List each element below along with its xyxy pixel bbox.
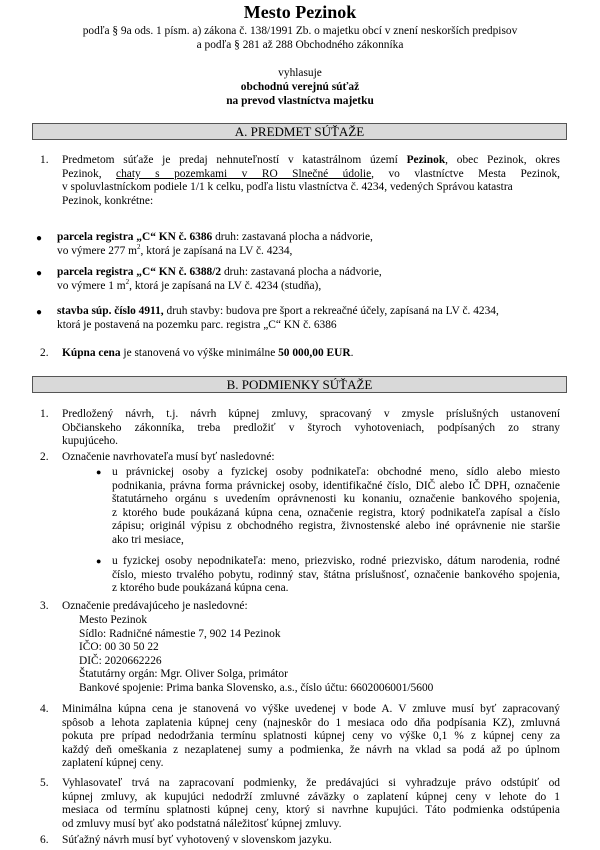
building-4911-item: stavba súp. číslo 4911, druh stavby: budova pre šport a rekreačné účely, zapísaná na LV č. 4234, ktorá je postavená na pozemku parc. registra „C“ KN č. 6386 (57, 305, 499, 331)
section-b-item2-intro: Označenie navrhovateľa musí byť nasledovné: (62, 451, 275, 463)
bullet-dot-icon: ● (96, 467, 102, 477)
section-b-item1-number: 1. (40, 408, 49, 420)
natural-person-requirements: u fyzickej osoby nepodnikateľa: meno, priezvisko, rodné priezvisko, dátum narodenia, rodné číslo, miesto trvalého pobytu, rodinný stav, štátna príslušnosť, označenie bankového spojenia, z ktorého bude poukázaná kúpna cena. (112, 555, 560, 595)
section-b-item1-text: Predložený návrh, t.j. návrh kúpnej zmluvy, spracovaný v zmysle príslušných ustanovení Občianskeho zákonníka, treba predložiť v štyroch vyhotoveniach, podpísaných zo strany kupujúceho. (62, 408, 560, 448)
bullet-dot-icon: ● (96, 556, 102, 566)
section-b-item4-text: Minimálna kúpna cena je stanovená vo výške uvedenej v bode A. V zmluve musí byť zapracovaný spôsob a lehota zaplatenia kúpnej ceny (najneskôr do 1 mesiaca odo dňa podpísania KZ), zmluvná pokuta pre prípad nedodržania termínu splatnosti kúpnej ceny vo výške 0,1 % z kúpnej ceny za každý deň omeškania z nezaplatenej sumy a podmienka, že návrh na vklad sa podá až po úplnom zaplatení kúpnej ceny. (62, 703, 560, 770)
section-b-item4-number: 4. (40, 703, 49, 715)
bullet-dot-icon: ● (36, 307, 43, 318)
parcel-6386-item: parcela registra „C“ KN č. 6386 druh: zastavaná plocha a nádvorie, vo výmere 277 $m^2$, ktorá je zapísaná na LV č. 4234, (57, 231, 373, 257)
section-b-item5-text: Vyhlasovateľ trvá na zapracovaní podmienky, že predávajúci si vyhradzuje právo odstúpiť od kúpnej zmluvy, ak kupujúci nedodrží zmluvné záväzky o zaplatení kúpnej ceny v lehote do 1 mesiaca od termínu splatnosti kúpnej ceny, ktorý si navrhne kupujúci. Táto podmienka odstúpenia od zmluvy musí byť ako podstatná náležitosť kúpnej zmluvy. (62, 777, 560, 830)
contest-type-line-1: obchodnú verejnú súťaž (240, 81, 360, 93)
section-a-item2-number: 2. (40, 347, 49, 359)
section-b-item3-number: 3. (40, 600, 49, 612)
bullet-dot-icon: ● (36, 268, 43, 279)
contest-type-line-2: na prevod vlastníctva majetku (226, 95, 374, 107)
bullet-dot-icon: ● (36, 233, 43, 244)
purchase-price-text: Kúpna cena je stanovená vo výške minimálne 50 000,00 EUR. (62, 347, 354, 359)
section-a-item1-text: Predmetom súťaže je predaj nehnuteľností v katastrálnom území Pezinok, obec Pezinok, okres Pezinok, chaty s pozemkami v RO Slnečné údolie, vo vlastníctve Mesta Pezinok, v spoluvlastníckom podiele 1/1 k celku, podľa listu vlastníctva č. 4234, vedených Správou katastra Pezinok, konkrétne: (62, 154, 561, 207)
section-b-heading: B. PODMIENKY SÚŤAŽE (32, 376, 567, 393)
section-b-item6-text: Súťažný návrh musí byť vyhotovený v slovenskom jazyku. (62, 834, 332, 846)
section-a-item1-number: 1. (40, 154, 49, 166)
announces-text: vyhlasuje (278, 67, 322, 79)
document-title: Mesto Pezinok (243, 2, 357, 22)
section-b-item5-number: 5. (40, 777, 49, 789)
section-a-heading: A. PREDMET SÚŤAŽE (32, 123, 567, 140)
parcel-6388-2-item: parcela registra „C“ KN č. 6388/2 druh: zastavaná plocha a nádvorie, vo výmere 1 $m^2$, ktorá je zapísaná na LV č. 4234 (studňa), (57, 266, 382, 292)
law-reference-line-1: podľa § 9a ods. 1 písm. a) zákona č. 138/1991 Zb. o majetku obcí v znení neskorších predpisov (82, 25, 518, 37)
seller-identification: Mesto Pezinok Sídlo: Radničné námestie 7, 902 14 Pezinok IČO: 00 30 50 22 DIČ: 2020662226 Štatutárny orgán: Mgr. Oliver Solga, primátor Bankové spojenie: Prima banka Slovensko, a.s., číslo účtu: 6602006001/5600 (79, 614, 434, 694)
section-b-item6-number: 6. (40, 834, 49, 846)
law-reference-line-2: a podľa § 281 až 288 Obchodného zákonníka (196, 39, 404, 51)
section-b-item3-intro: Označenie predávajúceho je nasledovné: (62, 600, 248, 612)
section-b-item2-number: 2. (40, 451, 49, 463)
legal-person-requirements: u právnickej osoby a fyzickej osoby podnikateľa: obchodné meno, sídlo alebo miesto podnikania, právna forma právnickej osoby, identifikačné číslo, DIČ alebo IČ DPH, označenie štatutárneho orgánu s uvedením oprávnenosti ku konaniu, označenie bankového spojenia, z ktorého bude poukázaná kúpna cena, označenie registra, ktorý podnikateľa zapísal a číslo zápisu; originál výpisu z obchodného registra, živnostenské alebo iné oprávnenie nie staršie ako tri mesiace, (112, 466, 560, 546)
